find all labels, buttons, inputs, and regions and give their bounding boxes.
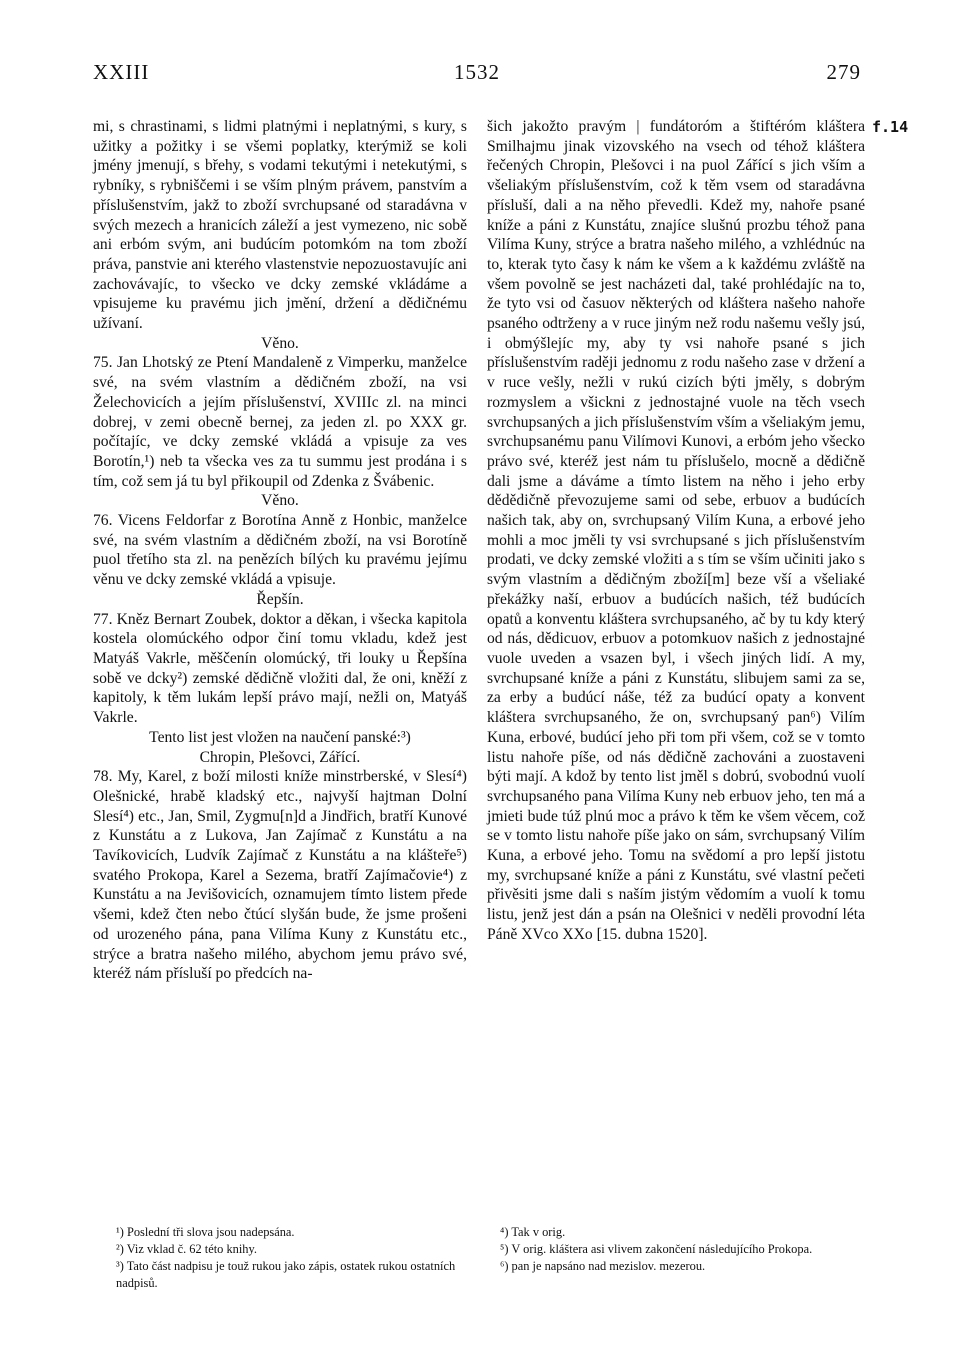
footnotes-left xyxy=(116,1224,476,1292)
entry-75: 75. Jan Lhotský ze Ptení Mandaleně z Vimperku, manželce své, na svém vlastním a dědičném zboží, na vsi Želechovicích a jejím příslušenství, XVIIIc zl. na minci dobrej, v zemi obecně bernej, za jeden zl. po XXX gr. počítajíc, ve dcky zemské vkládá a vpisuje za ves Borotín,¹) neb ta všecka ves za tu summu jest prodána i s tím, což sem já tu byl přikoupil od Zdenka z Švábenic. xyxy=(93,354,467,490)
entry-77: 77. Kněz Bernart Zoubek, doktor a děkan, i všecka kapitola kostela olomúckého odpor činí tomu vkladu, kdež jest Matyáš Vakrle, měščenín olomúcký, tři louky u Řepšína sobě ve dcky²) zemské dědičně vložiti dal, že oni, kněží z kapitoly, k těm lukám lepší právo mají, nežli on, Matyáš Vakrle. xyxy=(93,610,467,727)
section-heading: Věno. xyxy=(261,492,299,510)
entry-76: 76. Vicens Feldorfar z Borotína Anně z Honbic, manželce své, na svém vlastním a dědičném zboží, na vsi Borotíně puol třetího sta zl. na penězích bílých ku pravému jejímu věnu ve dcky zemské vkládá a vpisuje. xyxy=(93,512,467,589)
paragraph-continuation: mi, s chrastinami, s lidmi platnými i neplatnými, s kury, s užitky a požitky i se všemi poplatky, kterýmiž se koli jmény jmenují, s břehy, s vodami tekutými i netekutými, s rybníky, s rybniščemi i se vším plným právem, panstvím a příslušenstvím, jakž to zboží svrchupsané od staradávna v svých mezech a hranicích záleží a jest vymezeno, nic sobě ani erbóm svým, ani budúcím potomkóm na tom zboží práva, panstvie ani kterého vlastenstvie nepozuostavujíc ani zachovávajíc, to všecko ve dcky zemské vkládáme a vpisujeme ku pravému jich jmění, držení a dědičnému užívaní. xyxy=(93,118,467,333)
footnote: ⁵) V orig. kláštera asi vlivem zakončení následujícího Prokopa. xyxy=(500,1242,813,1256)
footnote: ²) Viz vklad č. 62 této knihy. xyxy=(116,1242,257,1256)
section-subheading: Chropin, Plešovci, Zářící. xyxy=(199,748,361,766)
footnote: ¹) Poslední tři slova jsou nadepsána. xyxy=(116,1225,295,1239)
section-heading: Věno. xyxy=(261,334,299,352)
entry-78: 78. My, Karel, z boží milosti kníže minstrberské, v Slesí⁴) Olešnické, hrabě kladský etc., najvyší hajtman Dolní Slesí⁴) etc., Jan, Smil, Zygmu[n]d a Jindřich, bratří Kunové z Kunstátu a z Lukova, Jan Zajímač z Kunstátu a na Tavíkovicích, Ludvík Zajímač z Kunstátu a na klášteře⁵) svatého Prokopa, Karel a Sezema, bratří Zajímačovie⁴) z Kunstátu a na Jevišovicích, oznamujem tímto listem přede všemi, kdež čten nebo čtúcí slyšán bude, že jsme prošeni od urozeného pána, pana Vilíma Kuny z Kunstátu etc., strýce a bratra našeho milého, abychom jemu právo své, kteréž nám přísluší po předcích na- xyxy=(93,768,467,983)
folio-margin-note: f.14 xyxy=(872,118,909,136)
volume-number: XXIII xyxy=(93,60,150,84)
entry-78-continuation: šich jakožto pravým | fundátoróm a štiftéróm kláštera Smilhajmu jinak vizovského na vsech od téhož kláštera řečených Chropin, Plešovci i na puol Zářící s jich vším a všeliakým příslušenstvím, což k těm vsem od staradávna přísluší, dali a na něho převedli. Kdež my, nahoře psané kníže a páni z Kunstátu, znajíce slušnú prozbu téhož pana Vilíma Kuny, strýce a bratra našeho milého, a vzhlédnúc na to, kterak tyto časy k nám ke všem a k každému zvláště na všem povolně se jest nacházeti dal, také prohlédajíc na to, že tyto vsi od časuov některých od kláštera našeho nahoře psaného odtrženy a v ruce jiným než rodu našemu vešly jsú, i obmýšlejíc my, aby ty vsi nahoře psané s jich příslušenstvím raději jednomu z rodu našeho zase v držení a v ruce vešly, nežli v rukú cizích býti jměly, s dobrým rozmyslem a všickni z jednostajné vuole na těch vsech svrchupsaných a jich příslušenstvím vším a všeliakým jemu, svrchupsanému panu Vilímovi Kunovi, a erbóm jeho všecko právo své, kteréž jest nám tu příslušelo, mocně a dědičně dali jsme a dáváme a tímto listem na něho i jeho erby dědědičně převozujeme sami od sebe, erbuov a budúcích našich tak, aby on, svrchupsaný Vilím Kuna, a erbové jeho mohli a moc jměli ty vsi svrchupsané s jich příslušenstvím prodati, ve dcky zemské vložiti a s tím se vším učiniti jako s svým vlastním a dědičným zboží[m] beze vší a všeliaké překážky naší, erbuov a budúcích našich, též budúcích opatů a konventu kláštera svrchupsaného, ač by tu kdy který od nás, dědicuov, erbuov a potomkuov našich z jednostajné vuole uveden a vsazen byl, i všech jiných lidí. A my, svrchupsané kníže a páni z Kunstátu, slibujem sami za se, za erby a budúcí náše, též za budúcí opaty a konvent kláštera svrchupsaného, že on, svrchupsaný pan⁶) Vilím Kuna, erbové, budúcí jeho při tom při všem, což se v tomto listu nahoře píše, od nás dědičně zachováni a zuostaveni býti mají. A kdož by tento list jměl s dobrú, svobodnú vuolí svrchupsaného pana Vilíma Kuny neb erbuov jeho, ten má a jmieti bude túž plnú moc a právo k těm ke všem věcem, což se v tomto listu nahoře píše jako on sám, svrchupsaný Vilím Kuna, a erbové jeho. Tomu na svědomí a pro lepší jistotu my, svrchupsané kníže a páni z Kunstátu, své vlastní pečeti přivěsiti jsme dali s naším jistým vědomím a vuolí k tomu listu, jenž jest dán a psán na Olešnici v neděli provodní léta Páně XVco XXo [15. dubna 1520]. xyxy=(487,118,865,943)
footnote: ³) Tato část nadpisu je touž rukou jako zápis, ostatek rukou ostatních nadpisů. xyxy=(116,1259,456,1290)
footnote: ⁶) pan je napsáno nad mezislov. mezerou. xyxy=(500,1259,706,1273)
footnotes-right xyxy=(500,1224,870,1275)
page-number: 279 xyxy=(826,60,861,84)
left-column xyxy=(93,117,467,984)
section-heading: Řepšín. xyxy=(256,590,304,608)
section-heading: Tento list jest vložen na naučení panské:³) xyxy=(149,728,411,746)
footnote: ⁴) Tak v orig. xyxy=(500,1225,566,1239)
right-column xyxy=(487,117,865,945)
year-heading: 1532 xyxy=(454,60,500,84)
page-header xyxy=(93,60,861,88)
